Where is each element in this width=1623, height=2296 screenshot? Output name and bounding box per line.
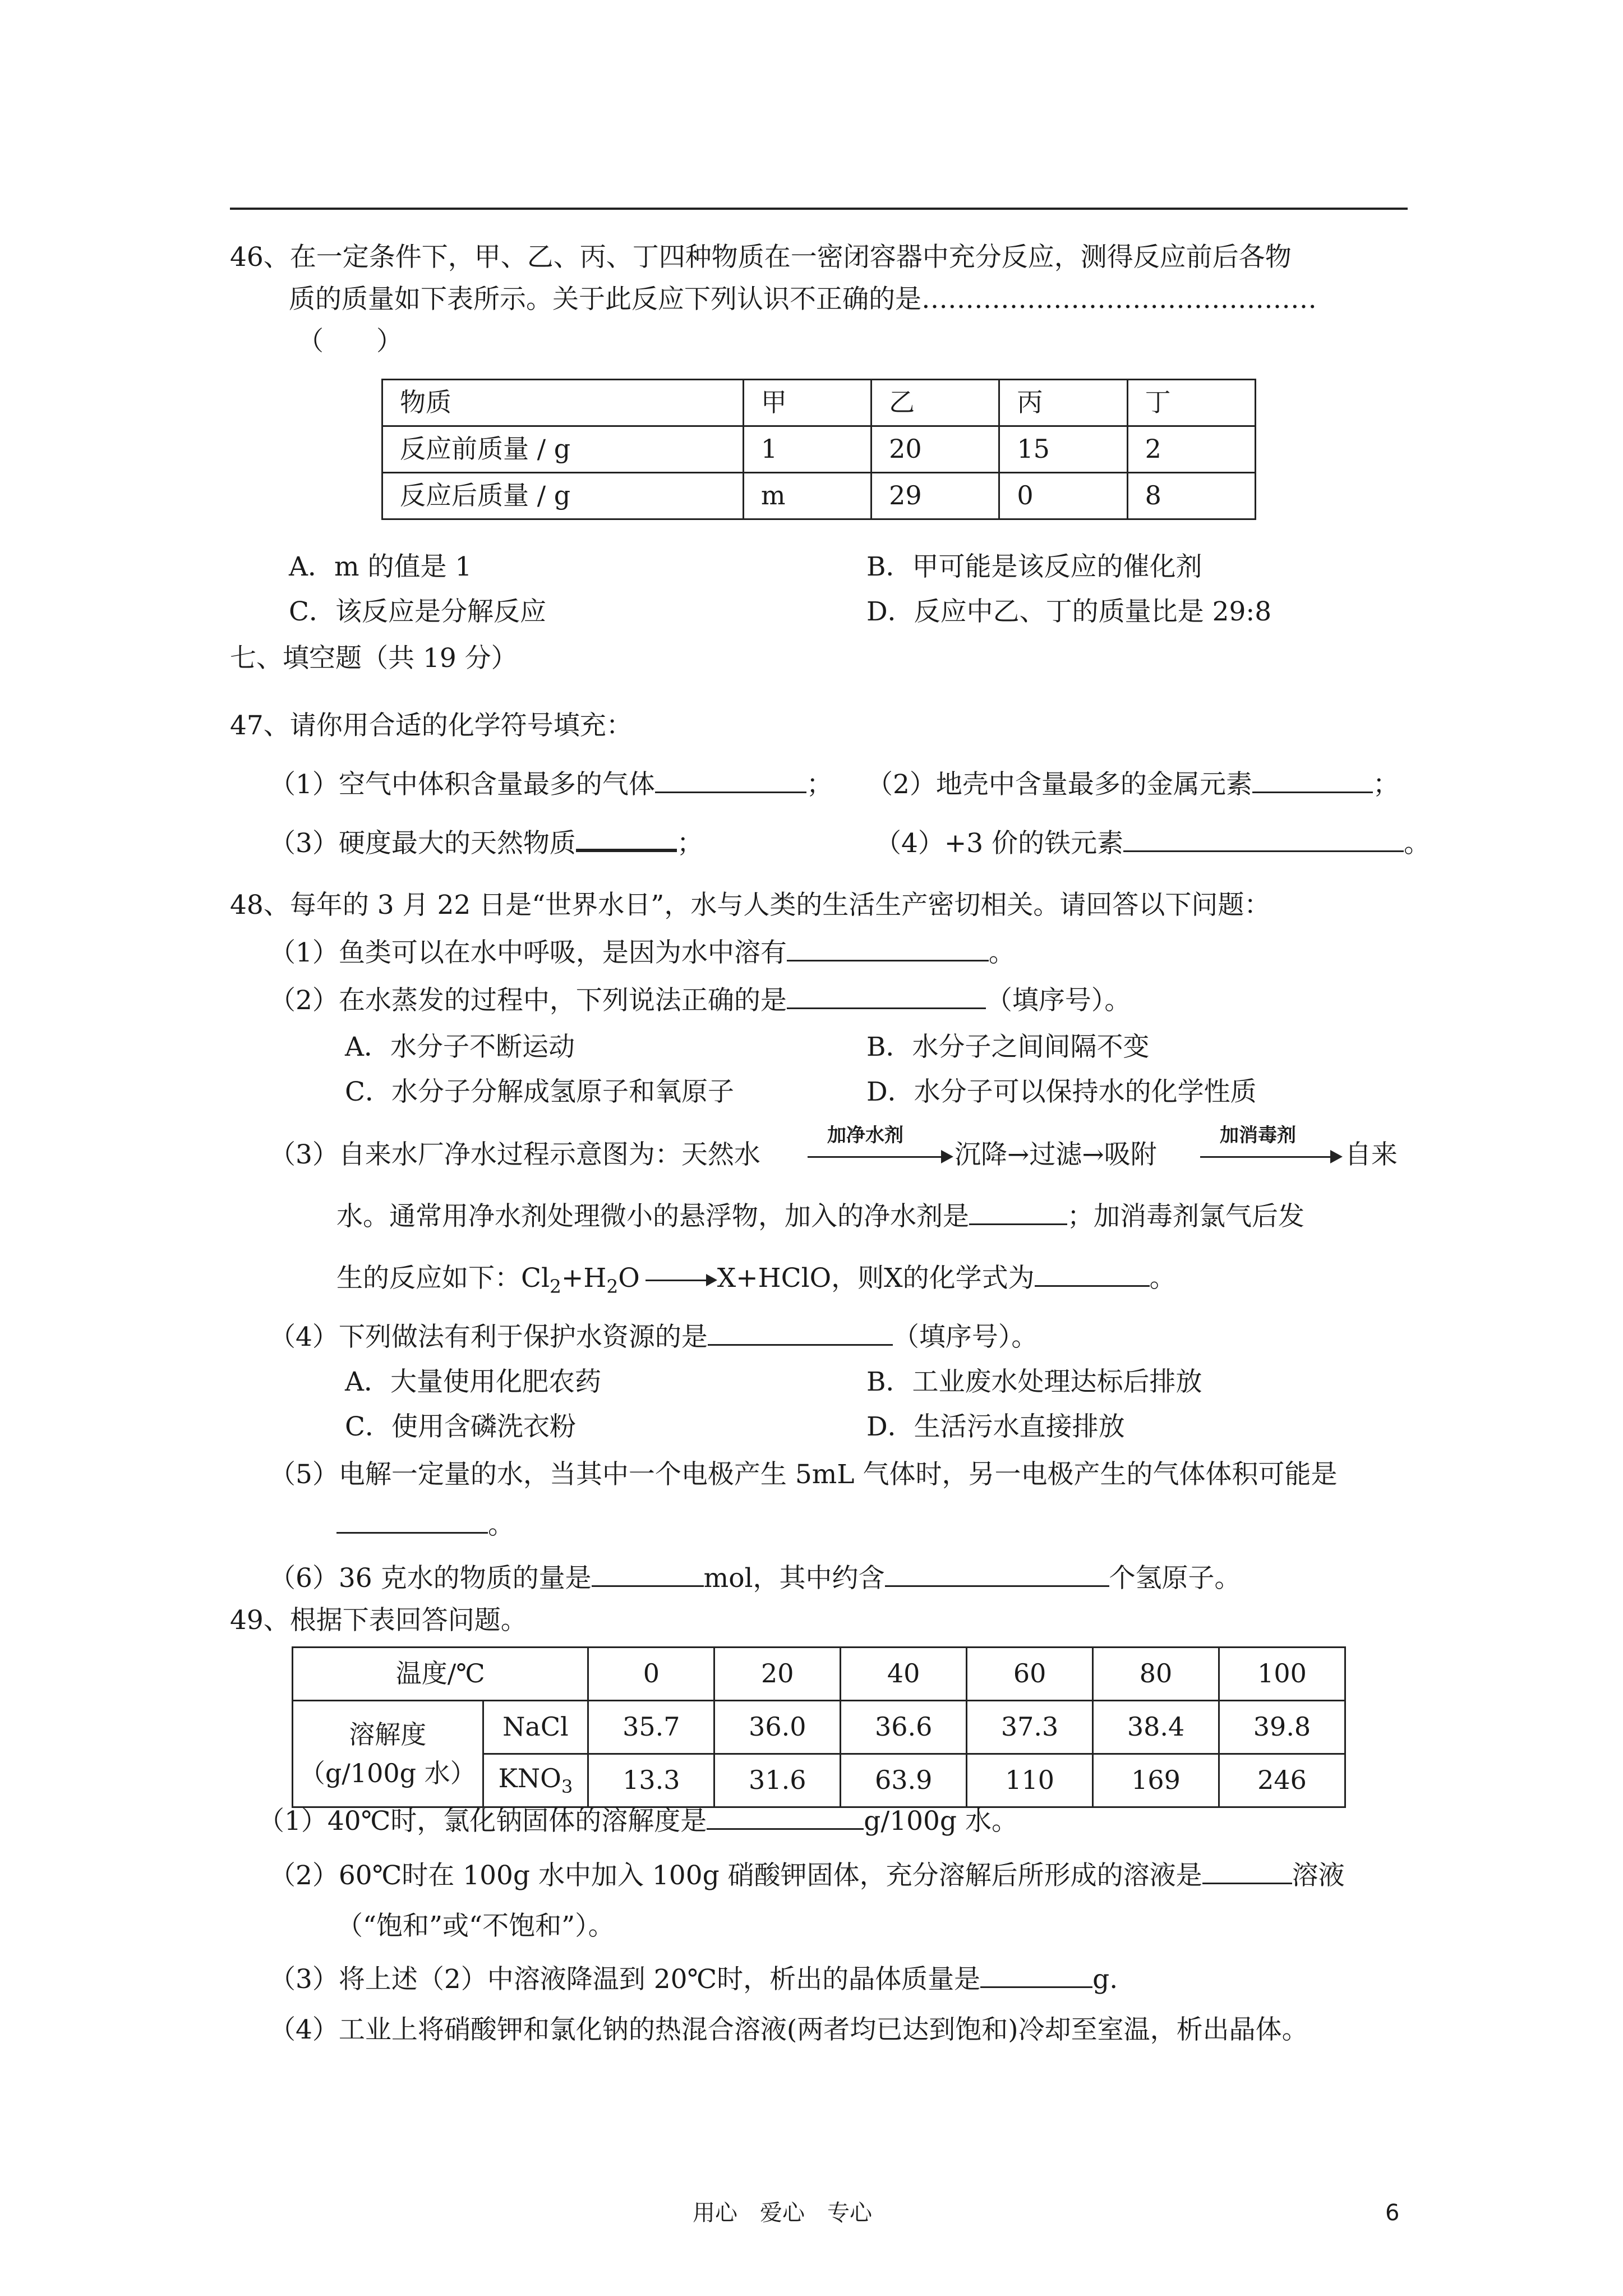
header-rule bbox=[230, 208, 1408, 210]
q46-answer-paren: （ ） bbox=[297, 326, 403, 357]
table-row bbox=[382, 380, 1256, 426]
q49-part3 bbox=[269, 1963, 1118, 1996]
arrow-head-icon bbox=[941, 1150, 953, 1163]
formula-text: O bbox=[618, 1263, 640, 1294]
row-label: 溶解度 bbox=[349, 1719, 427, 1750]
table-cell: 60 bbox=[967, 1648, 1093, 1701]
punct: 。 bbox=[988, 937, 1015, 968]
q47-part3-text: （3）硬度最大的天然物质 bbox=[269, 828, 576, 859]
table-cell: 8 bbox=[1127, 473, 1255, 519]
q48-p4-option-a: A．大量使用化肥农药 bbox=[345, 1366, 601, 1397]
q48-p4-option-d: D．生活污水直接排放 bbox=[866, 1411, 1125, 1442]
q47-part4 bbox=[875, 827, 1430, 861]
q46-line2: 质的质量如下表所示。关于此反应下列认识不正确的是……………………………………… bbox=[289, 284, 1317, 315]
q48-part3-mid: 沉降→过滤→吸附 bbox=[955, 1139, 1157, 1170]
table-cell: 温度/℃ bbox=[293, 1648, 588, 1701]
table-cell: 2 bbox=[1127, 426, 1255, 473]
q48-part6-text: （6）36 克水的物质的量是 bbox=[269, 1563, 592, 1594]
table-row bbox=[382, 473, 1256, 519]
q49-part2 bbox=[269, 1860, 1345, 1893]
table-cell: 110 bbox=[967, 1754, 1093, 1807]
answer-blank[interactable] bbox=[787, 938, 989, 961]
formula-text: X+HClO，则X的化学式为 bbox=[717, 1263, 1035, 1294]
q48-title: 48、每年的 3 月 22 日是“世界水日”，水与人类的生活生产密切相关。请回答以下问题： bbox=[230, 890, 1271, 921]
q48-part3-line2 bbox=[336, 1200, 1304, 1234]
q49-title: 49、根据下表回答问题。 bbox=[230, 1605, 527, 1636]
table-cell: 物质 bbox=[382, 380, 744, 426]
table-cell: 反应后质量 / g bbox=[382, 473, 744, 519]
q48-part4-suffix: （填序号）。 bbox=[892, 1322, 1038, 1352]
table-cell: 31.6 bbox=[714, 1754, 841, 1807]
table-cell: 乙 bbox=[872, 380, 999, 426]
table-row bbox=[382, 426, 1256, 473]
process-arrow bbox=[808, 1156, 942, 1158]
answer-blank[interactable] bbox=[969, 1202, 1067, 1225]
table-cell: 37.3 bbox=[967, 1701, 1093, 1754]
answer-blank[interactable] bbox=[787, 986, 986, 1009]
q48-part2-text: （2）在水蒸发的过程中，下列说法正确的是 bbox=[269, 985, 787, 1016]
q48-part5-line1: （5）电解一定量的水，当其中一个电极产生 5mL 气体时，另一电极产生的气体体积可能是 bbox=[269, 1459, 1338, 1490]
table-cell: 36.0 bbox=[714, 1701, 841, 1754]
subscript: 2 bbox=[550, 1275, 561, 1297]
q46-option-b: B．甲可能是该反应的催化剂 bbox=[866, 551, 1202, 582]
table-cell: 20 bbox=[714, 1648, 841, 1701]
answer-blank[interactable] bbox=[1123, 829, 1404, 852]
q48-part2-suffix: （填序号）。 bbox=[985, 985, 1131, 1016]
q49-part2-choice: （“饱和”或“不饱和”）。 bbox=[336, 1911, 615, 1941]
q48-part1 bbox=[269, 937, 1015, 970]
answer-blank[interactable] bbox=[592, 1564, 704, 1587]
q47-part1-text: （1）空气中体积含量最多的气体 bbox=[269, 769, 655, 800]
table-cell: 246 bbox=[1219, 1754, 1345, 1807]
formula-text: 生的反应如下：Cl bbox=[336, 1263, 550, 1294]
table-cell: 63.9 bbox=[841, 1754, 967, 1807]
table-cell: 0 bbox=[999, 473, 1127, 519]
process-arrow bbox=[1200, 1156, 1332, 1158]
arrow-label-purifier: 加净水剂 bbox=[827, 1124, 903, 1147]
answer-blank[interactable] bbox=[336, 1511, 488, 1534]
q47-part2-text: （2）地壳中含量最多的金属元素 bbox=[866, 769, 1252, 800]
q48-part6-suffix: 个氢原子。 bbox=[1109, 1563, 1241, 1594]
q48-part1-text: （1）鱼类可以在水中呼吸，是因为水中溶有 bbox=[269, 937, 787, 968]
table-cell bbox=[293, 1701, 483, 1807]
q47-part1 bbox=[269, 769, 833, 802]
answer-blank[interactable] bbox=[1035, 1264, 1150, 1287]
q48-part3-line2-text: 水。通常用净水剂处理微小的悬浮物，加入的净水剂是 bbox=[336, 1201, 969, 1232]
q48-p2-option-a: A．水分子不断运动 bbox=[345, 1032, 575, 1062]
table-cell: 80 bbox=[1093, 1648, 1219, 1701]
table-cell: 1 bbox=[743, 426, 871, 473]
arrow-label-disinfectant: 加消毒剂 bbox=[1220, 1124, 1296, 1147]
q48-part6 bbox=[269, 1562, 1241, 1595]
subscript: 3 bbox=[561, 1776, 573, 1798]
answer-blank[interactable] bbox=[885, 1564, 1109, 1587]
q48-part6-mid: mol，其中约含 bbox=[703, 1563, 885, 1594]
table-cell: m bbox=[743, 473, 871, 519]
q48-p4-option-b: B．工业废水处理达标后排放 bbox=[866, 1366, 1202, 1397]
answer-blank[interactable] bbox=[708, 1323, 893, 1346]
table-cell: 36.6 bbox=[841, 1701, 967, 1754]
table-row bbox=[293, 1701, 1345, 1754]
q48-p2-option-c: C．水分子分解成氢原子和氧原子 bbox=[345, 1076, 734, 1107]
page-number: 6 bbox=[1385, 2200, 1400, 2226]
table-cell bbox=[483, 1754, 588, 1807]
subscript: 2 bbox=[606, 1275, 619, 1297]
punct: 。 bbox=[1149, 1263, 1176, 1294]
table-cell: 甲 bbox=[743, 380, 871, 426]
table-cell: 15 bbox=[999, 426, 1127, 473]
table-cell: 38.4 bbox=[1093, 1701, 1219, 1754]
formula-text: +H bbox=[561, 1263, 607, 1294]
q48-part3-line3 bbox=[336, 1262, 1176, 1298]
table-cell: NaCl bbox=[483, 1701, 588, 1754]
table-cell: 20 bbox=[872, 426, 999, 473]
solubility-table bbox=[292, 1646, 1346, 1808]
q49-part1 bbox=[258, 1805, 1018, 1838]
q48-part4-text: （4）下列做法有利于保护水资源的是 bbox=[269, 1322, 708, 1352]
q49-part1-suffix: g/100g 水。 bbox=[864, 1806, 1018, 1837]
q47-title: 47、请你用合适的化学符号填充： bbox=[230, 710, 633, 741]
table-row bbox=[293, 1648, 1345, 1701]
q48-p2-option-d: D．水分子可以保持水的化学性质 bbox=[866, 1076, 1257, 1107]
q48-part4 bbox=[269, 1321, 1038, 1354]
table-cell: 丁 bbox=[1127, 380, 1255, 426]
row-label-unit: （g/100g 水） bbox=[299, 1757, 476, 1788]
q47-part3 bbox=[269, 827, 703, 861]
q46-mass-table bbox=[381, 379, 1256, 520]
formula-text: KNO bbox=[498, 1763, 561, 1794]
q48-part3-tail: 自来 bbox=[1345, 1139, 1398, 1170]
q49-part2-suffix: 溶液 bbox=[1292, 1860, 1345, 1891]
table-cell: 反应前质量 / g bbox=[382, 426, 744, 473]
table-cell: 39.8 bbox=[1219, 1701, 1345, 1754]
answer-blank[interactable] bbox=[707, 1807, 864, 1830]
q48-part2 bbox=[269, 984, 1131, 1018]
q46-line1: 46、在一定条件下，甲、乙、丙、丁四种物质在一密闭容器中充分反应，测得反应前后各物 bbox=[230, 242, 1292, 273]
arrow-head-icon bbox=[1330, 1150, 1343, 1163]
q49-part1-text: （1）40℃时，氯化钠固体的溶解度是 bbox=[258, 1806, 707, 1837]
punct: ； bbox=[676, 828, 703, 859]
answer-blank[interactable] bbox=[576, 827, 677, 852]
punct: 。 bbox=[488, 1510, 514, 1540]
q46-option-a: A．m 的值是 1 bbox=[289, 551, 472, 582]
reaction-arrow-icon bbox=[645, 1280, 707, 1281]
answer-blank[interactable] bbox=[655, 770, 806, 793]
table-cell: 丙 bbox=[999, 380, 1127, 426]
q49-part2-text: （2）60℃时在 100g 水中加入 100g 硝酸钾固体，充分溶解后所形成的溶液是 bbox=[269, 1860, 1202, 1891]
table-cell: 29 bbox=[872, 473, 999, 519]
q46-option-d: D．反应中乙、丁的质量比是 29:8 bbox=[866, 596, 1272, 627]
table-cell: 40 bbox=[841, 1648, 967, 1701]
q48-p4-option-c: C．使用含磷洗衣粉 bbox=[345, 1411, 576, 1442]
answer-blank[interactable] bbox=[980, 1965, 1092, 1988]
table-cell: 13.3 bbox=[588, 1754, 714, 1807]
q48-part5-line2 bbox=[336, 1509, 514, 1542]
q48-part3-line2-suffix: ；加消毒剂氯气后发 bbox=[1067, 1201, 1304, 1232]
footer-motto: 用心 爱心 专心 bbox=[693, 2200, 872, 2226]
q47-part2 bbox=[866, 769, 1399, 802]
answer-blank[interactable] bbox=[1252, 770, 1373, 793]
punct: 。 bbox=[1404, 828, 1431, 859]
table-cell: 35.7 bbox=[588, 1701, 714, 1754]
answer-blank[interactable] bbox=[1202, 1861, 1292, 1884]
q48-part3-lead: （3）自来水厂净水过程示意图为：天然水 bbox=[269, 1139, 760, 1170]
table-cell: 100 bbox=[1219, 1648, 1345, 1701]
q48-p2-option-b: B．水分子之间间隔不变 bbox=[866, 1032, 1150, 1062]
q49-part3-suffix: g. bbox=[1092, 1964, 1118, 1995]
table-cell: 169 bbox=[1093, 1754, 1219, 1807]
punct: ； bbox=[1372, 769, 1399, 800]
q47-part4-text: （4）+3 价的铁元素 bbox=[875, 828, 1124, 859]
q49-part3-text: （3）将上述（2）中溶液降温到 20℃时，析出的晶体质量是 bbox=[269, 1964, 981, 1995]
table-cell: 0 bbox=[588, 1648, 714, 1701]
q49-part4: （4）工业上将硝酸钾和氯化钠的热混合溶液(两者均已达到饱和)冷却至室温，析出晶体。 bbox=[269, 2014, 1308, 2045]
q46-option-c: C．该反应是分解反应 bbox=[289, 596, 546, 627]
section-heading: 七、填空题（共 19 分） bbox=[230, 643, 518, 674]
punct: ； bbox=[806, 769, 833, 800]
